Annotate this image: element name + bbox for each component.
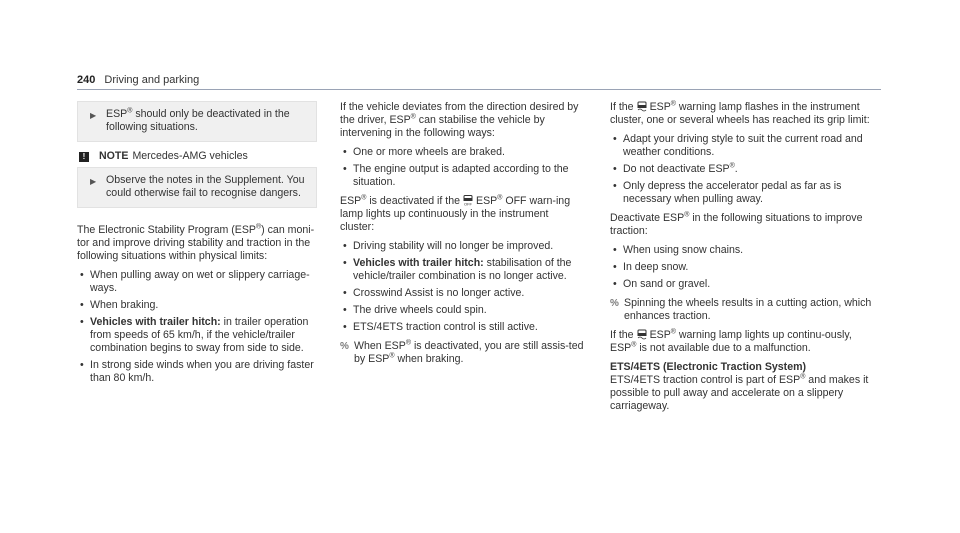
note-title: Mercedes-AMG vehicles [132,150,248,162]
malfunction-paragraph: If the ESP® warning lamp lights up continu-ously, ESP® is not available due to a malfunction. [610,328,852,354]
deactivated-effects-list [340,240,585,334]
skidding-car-icon [637,101,647,112]
triangle-right-icon: ▶ [90,177,97,186]
list-item: • When using snow chains. [610,244,878,257]
page-number: 240 [77,74,96,86]
situations-list [77,269,317,385]
list-item: • Crosswind Assist is no longer active. [340,287,585,300]
section-title: Driving and parking [104,74,200,86]
traction-situations-list [610,244,878,291]
list-item: • Vehicles with trailer hitch: in trailer operation from speeds of 65 km/h, if the vehicle/trailer combination begins to sway from side to side. [77,316,317,355]
note-box [77,167,317,208]
grip-limit-list [610,133,878,206]
list-item: • Do not deactivate ESP®. [610,163,878,176]
header-divider [77,89,881,90]
list-item: • When braking. [77,299,317,312]
ets-paragraph: ETS/4ETS traction control is part of ESP® and makes it possible to pull away and accelerate on a slippery carriageway. [610,373,869,412]
esp-intro-paragraph: The Electronic Stability Program (ESP®) can moni-tor and improve driving stability and traction in the following situations within physical limits: [77,223,315,262]
intervention-list [340,146,585,189]
list-item: • The engine output is adapted according to the situation. [340,163,585,189]
list-item: • ETS/4ETS traction control is still active. [340,321,585,334]
list-item: • When pulling away on wet or slippery carriage-ways. [77,269,317,295]
info-box-text: ESP® should only be deactivated in the following situations. [106,107,290,133]
list-item: • Only depress the accelerator pedal as far as is necessary when pulling away. [610,180,878,206]
percent-tip-icon: % [610,298,619,309]
list-item: • Vehicles with trailer hitch: stabilisation of the vehicle/trailer combination is no longer active. [340,257,585,283]
tip-note [610,297,878,323]
tip-text: Spinning the wheels results in a cutting action, which enhances traction. [624,297,872,322]
triangle-right-icon: ▶ [90,111,97,120]
page-header [77,74,199,87]
list-item: • On sand or gravel. [610,278,878,291]
list-item: • In strong side winds when you are driving faster than 80 km/h. [77,359,317,385]
deactivated-paragraph: ESP® is deactivated if the OFF ESP® OFF warn-ing lamp lights up continuously in the instrument cluster: [340,194,571,233]
list-item: • Adapt your driving style to suit the current road and weather conditions. [610,133,878,159]
note-label: NOTE [99,150,129,162]
tip-text: When ESP® is deactivated, you are still assis-ted by ESP® when braking. [354,339,584,365]
deviation-paragraph: If the vehicle deviates from the direction desired by the driver, ESP® can stabilise the vehicle by intervening in the following ways: [340,101,579,139]
percent-tip-icon: % [340,341,349,352]
svg-text:OFF: OFF [464,201,473,206]
column-left [77,101,317,391]
skidding-car-icon [637,329,647,340]
flashing-lamp-paragraph: If the ESP® warning lamp flashes in the instrument cluster, one or several wheels has reached its grip limit: [610,100,870,126]
column-middle [340,101,585,372]
list-item: • In deep snow. [610,261,878,274]
tip-note [340,340,585,366]
info-box [77,101,317,142]
list-item: • Driving stability will no longer be improved. [340,240,585,253]
skidding-car-off-icon [463,195,473,206]
deactivate-paragraph: Deactivate ESP® in the following situations to improve traction: [610,211,863,237]
list-item: • The drive wheels could spin. [340,304,585,317]
list-item: • One or more wheels are braked. [340,146,585,159]
column-right [610,101,878,419]
note-box-text: Observe the notes in the Supplement. You could otherwise fail to recognise dangers. [106,174,305,199]
exclamation-square-icon: ! [79,152,89,162]
ets-heading: ETS/4ETS (Electronic Traction System) [610,361,807,373]
note-heading [77,146,317,167]
